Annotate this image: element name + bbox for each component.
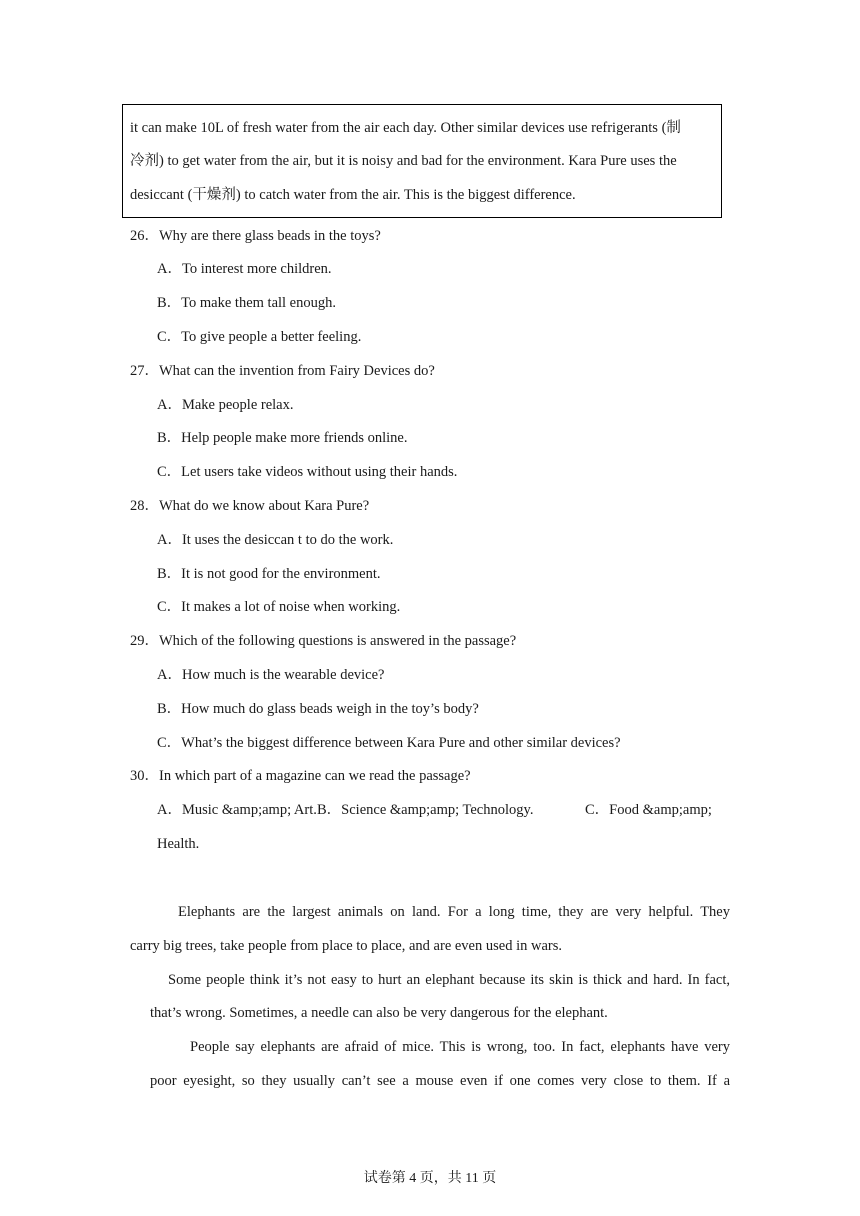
q30-option-b[interactable]: B．Science &amp;amp; Technology. xyxy=(317,802,534,818)
q26-option-a[interactable]: A．To interest more children. xyxy=(157,261,332,277)
passage-line-6: poor eyesight, so they usually can’t see a mouse even if one comes very close to them. If a xyxy=(150,1073,730,1089)
q26-option-b[interactable]: B．To make them tall enough. xyxy=(157,295,336,311)
box-line-2: 冷剂) to get water from the air, but it is noisy and bad for the environment. Kara Pure uses the xyxy=(130,153,677,169)
question-27: 27．What can the invention from Fairy Devices do? xyxy=(130,363,435,379)
box-line-3: desiccant (干燥剂) to catch water from the air. This is the biggest difference. xyxy=(130,187,576,203)
q29-option-c[interactable]: C．What’s the biggest difference between Kara Pure and other similar devices? xyxy=(157,735,621,751)
q29-option-a[interactable]: A．How much is the wearable device? xyxy=(157,667,385,683)
q27-option-b[interactable]: B．Help people make more friends online. xyxy=(157,430,408,446)
passage-line-4: that’s wrong. Sometimes, a needle can also be very dangerous for the elephant. xyxy=(150,1005,608,1021)
q28-option-c[interactable]: C．It makes a lot of noise when working. xyxy=(157,599,401,615)
page-footer: 试卷第 4 页，共 11 页 xyxy=(363,1171,497,1186)
question-30: 30．In which part of a magazine can we read the passage? xyxy=(130,768,471,784)
q26-option-c[interactable]: C．To give people a better feeling. xyxy=(157,329,362,345)
passage-line-2: carry big trees, take people from place to place, and are even used in wars. xyxy=(130,938,562,954)
box-line-1: it can make 10L of fresh water from the air each day. Other similar devices use refrigerants (制 xyxy=(130,120,681,136)
q28-option-a[interactable]: A．It uses the desiccan t to do the work. xyxy=(157,532,394,548)
q29-option-b[interactable]: B．How much do glass beads weigh in the toy’s body? xyxy=(157,701,479,717)
question-29: 29．Which of the following questions is answered in the passage? xyxy=(130,633,517,649)
q27-option-a[interactable]: A．Make people relax. xyxy=(157,397,294,413)
passage-line-3: Some people think it’s not easy to hurt an elephant because its skin is thick and hard. In fact, xyxy=(168,972,730,988)
question-26: 26．Why are there glass beads in the toys? xyxy=(130,228,381,244)
q27-option-c[interactable]: C．Let users take videos without using their hands. xyxy=(157,464,458,480)
q28-option-b[interactable]: B．It is not good for the environment. xyxy=(157,566,381,582)
q30-option-a[interactable]: A．Music &amp;amp; Art. xyxy=(157,802,317,818)
q30-option-c-continued: Health. xyxy=(157,836,200,852)
passage-line-1: Elephants are the largest animals on land. For a long time, they are very helpful. They xyxy=(178,904,730,920)
q30-option-c[interactable]: C．Food &amp;amp; xyxy=(585,802,712,818)
passage-line-5: People say elephants are afraid of mice. This is wrong, too. In fact, elephants have very xyxy=(190,1039,730,1055)
question-28: 28．What do we know about Kara Pure? xyxy=(130,498,370,514)
